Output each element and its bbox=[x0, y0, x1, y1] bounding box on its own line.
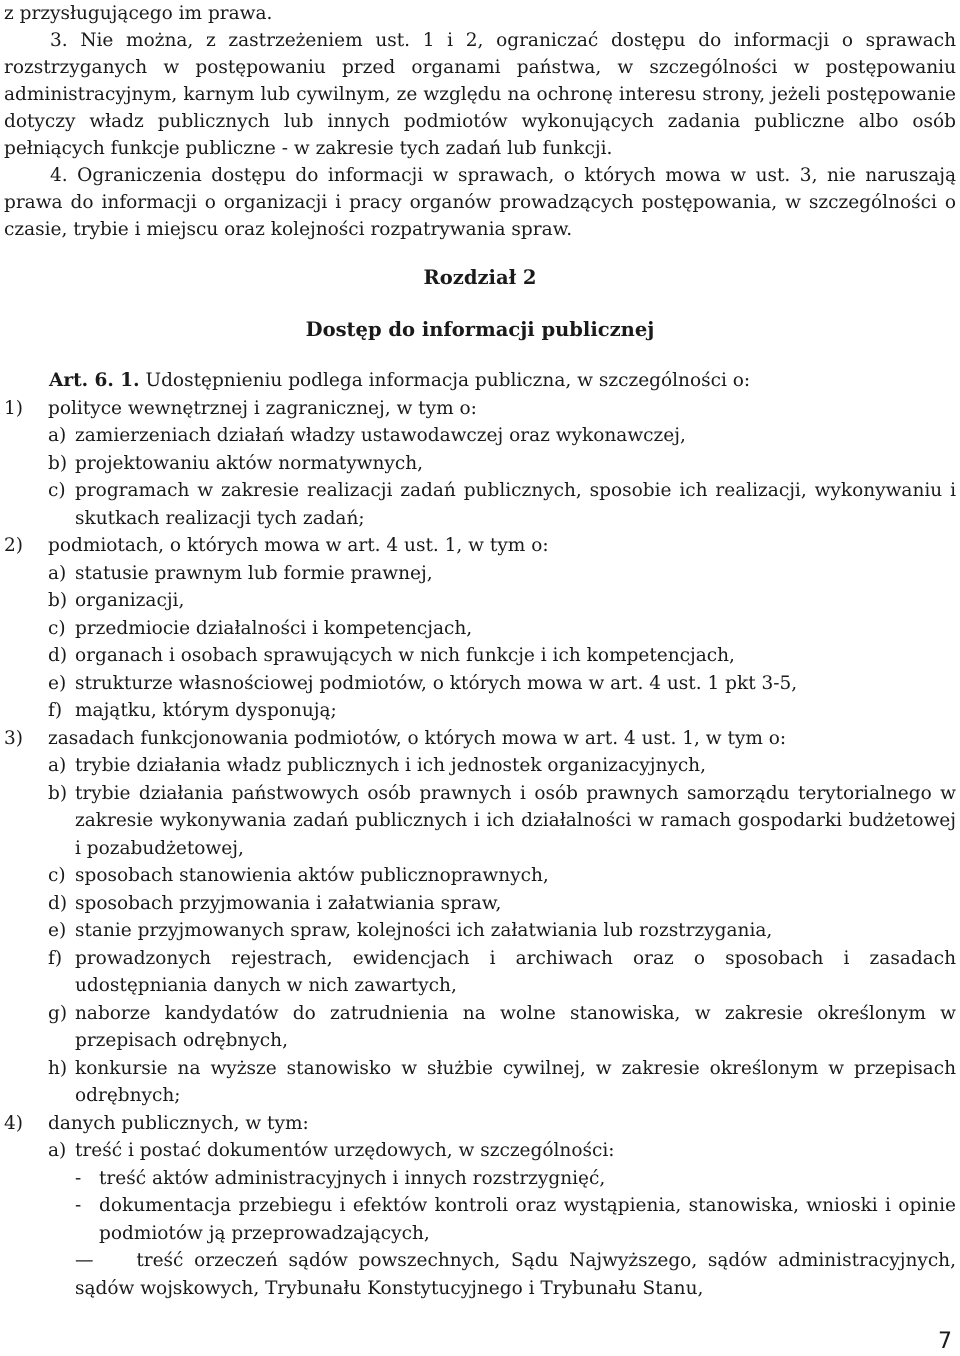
sub-item-letter: a) bbox=[48, 1140, 67, 1161]
sub-item-letter: b) bbox=[48, 452, 68, 474]
sub-item-letter: c) bbox=[48, 480, 66, 501]
sub-item-text: projektowaniu aktów normatywnych, bbox=[75, 452, 424, 474]
sub-item bbox=[48, 780, 956, 863]
item-number: 2) bbox=[4, 535, 23, 556]
list-item bbox=[4, 532, 956, 560]
sub-item bbox=[48, 917, 956, 945]
item-number: 3) bbox=[4, 727, 23, 749]
list-item bbox=[4, 395, 956, 423]
dash-item-text: treść orzeczeń sądów powszechnych, Sądu Najwyższego, sądów administracyjnych, sądów wojskowych, Trybunału Konstytucyjnego i Trybunału Stanu, bbox=[75, 1250, 956, 1299]
sub-item-text: programach w zakresie realizacji zadań publicznych, sposobie ich realizacji, wykonywaniu i skutkach realizacji tych zadań; bbox=[75, 480, 956, 529]
item-text: danych publicznych, w tym: bbox=[48, 1112, 309, 1134]
dash-marker: — bbox=[75, 1250, 94, 1271]
sub-item-letter: h) bbox=[48, 1057, 68, 1079]
sub-item-text: zamierzeniach działań władzy ustawodawczej oraz wykonawczej, bbox=[75, 425, 686, 446]
page-number: 7 bbox=[938, 1329, 952, 1354]
chapter-number: Rozdział 2 bbox=[423, 266, 537, 289]
sub-item bbox=[48, 697, 956, 725]
dash-marker: - bbox=[75, 1167, 82, 1189]
sub-item bbox=[48, 560, 956, 588]
article-heading bbox=[49, 367, 956, 395]
sub-item-letter: c) bbox=[48, 617, 66, 639]
sub-item-letter: f) bbox=[48, 700, 63, 721]
dash-item-unindented bbox=[75, 1247, 956, 1302]
sub-item-letter: e) bbox=[48, 672, 67, 694]
sub-item-letter: c) bbox=[48, 865, 66, 886]
sub-item-text: organach i osobach sprawujących w nich funkcje i ich kompetencjach, bbox=[75, 645, 735, 666]
sub-item bbox=[48, 1000, 956, 1055]
sub-item bbox=[48, 642, 956, 670]
sub-item-letter: a) bbox=[48, 425, 67, 446]
sub-item-text: przedmiocie działalności i kompetencjach, bbox=[75, 617, 473, 639]
sub-item bbox=[48, 862, 956, 890]
sub-item bbox=[48, 450, 956, 478]
sub-item bbox=[48, 1055, 956, 1110]
sub-item-letter: d) bbox=[48, 645, 68, 666]
paragraph-4: 4. Ograniczenia dostępu do informacji w sprawach, o których mowa w ust. 3, nie naruszają prawa do informacji o organizacji i pracy organów prowadzących postępowania, w szczególności o czasie, trybie i miejscu oraz kolejności rozpatrywania spraw. bbox=[4, 165, 956, 240]
dash-item bbox=[75, 1192, 956, 1247]
sub-item-text: organizacji, bbox=[75, 590, 185, 611]
sub-item-letter: f) bbox=[48, 947, 63, 969]
item-text: podmiotach, o których mowa w art. 4 ust. 1, w tym o: bbox=[48, 535, 549, 556]
sub-item-text: naborze kandydatów do zatrudnienia na wolne stanowiska, w zakresie określonym w przepisach odrębnych, bbox=[75, 1002, 956, 1051]
sub-item-letter: a) bbox=[48, 755, 67, 776]
sub-item-text: konkursie na wyższe stanowisko w służbie cywilnej, w zakresie określonym w przepisach odrębnych; bbox=[75, 1057, 956, 1106]
sub-item-text: treść i postać dokumentów urzędowych, w szczególności: bbox=[75, 1140, 615, 1161]
sub-item-letter: a) bbox=[48, 562, 67, 584]
sub-item-letter: b) bbox=[48, 782, 68, 804]
sub-item bbox=[48, 890, 956, 918]
sub-item bbox=[48, 587, 956, 615]
dash-item-text: treść aktów administracyjnych i innych rozstrzygnięć, bbox=[99, 1167, 606, 1189]
article-intro: Udostępnieniu podlega informacja publiczna, w szczególności o: bbox=[145, 370, 751, 391]
sub-item bbox=[48, 1137, 956, 1165]
item-text: zasadach funkcjonowania podmiotów, o których mowa w art. 4 ust. 1, w tym o: bbox=[48, 727, 787, 749]
paragraph-3: 3. Nie można, z zastrzeżeniem ust. 1 i 2, ograniczać dostępu do informacji o sprawach rozstrzyganych w postępowaniu przed organami państwa, w szczególności w postępowaniu administracyjnym, karnym lub cywilnym, ze względu na ochronę interesu strony, jeżeli postępowanie dotyczy władz publicznych lub innych podmiotów wykonujących zadania publiczne albo osób pełniących funkcje publiczne - w zakresie tych zadań lub funkcji. bbox=[4, 30, 956, 159]
sub-item-letter: d) bbox=[48, 892, 68, 914]
sub-item-text: strukturze własnościowej podmiotów, o których mowa w art. 4 ust. 1 pkt 3-5, bbox=[75, 672, 798, 694]
sub-item-letter: e) bbox=[48, 920, 67, 941]
sub-item-text: trybie działania władz publicznych i ich jednostek organizacyjnych, bbox=[75, 755, 706, 776]
sub-item-text: trybie działania państwowych osób prawnych i osób prawnych samorządu terytorialnego w zakresie wykonywania zadań publicznych i ich działalności w ramach gospodarki budżetowej i pozabudżetowej, bbox=[75, 782, 956, 859]
sub-item bbox=[48, 945, 956, 1000]
list-item bbox=[4, 1110, 956, 1138]
sub-item-text: majątku, którym dysponują; bbox=[75, 700, 337, 721]
paragraph-continuation: z przysługującego im prawa. bbox=[4, 3, 273, 24]
chapter-title: Dostęp do informacji publicznej bbox=[305, 318, 655, 341]
dash-item-text: dokumentacja przebiegu i efektów kontroli oraz wystąpienia, stanowiska, wnioski i opinie podmiotów ją przeprowadzających, bbox=[99, 1195, 956, 1244]
sub-item-text: stanie przyjmowanych spraw, kolejności ich załatwiania lub rozstrzygania, bbox=[75, 920, 773, 941]
sub-item-letter: b) bbox=[48, 590, 68, 611]
dash-marker: - bbox=[75, 1195, 82, 1216]
dash-item bbox=[75, 1165, 956, 1193]
sub-item-text: prowadzonych rejestrach, ewidencjach i archiwach oraz o sposobach i zasadach udostępniania danych w nich zawartych, bbox=[75, 947, 956, 996]
sub-item bbox=[48, 477, 956, 532]
sub-item-letter: g) bbox=[48, 1002, 68, 1024]
item-number: 4) bbox=[4, 1112, 23, 1134]
sub-item bbox=[48, 752, 956, 780]
sub-item-text: sposobach przyjmowania i załatwiania spraw, bbox=[75, 892, 502, 914]
list-item bbox=[4, 725, 956, 753]
sub-item bbox=[48, 615, 956, 643]
item-number: 1) bbox=[4, 397, 23, 419]
article-6 bbox=[4, 367, 956, 1302]
item-text: polityce wewnętrznej i zagranicznej, w tym o: bbox=[48, 397, 477, 419]
sub-item-text: sposobach stanowienia aktów publicznoprawnych, bbox=[75, 865, 549, 886]
sub-item bbox=[48, 422, 956, 450]
sub-item-text: statusie prawnym lub formie prawnej, bbox=[75, 562, 433, 584]
sub-item bbox=[48, 670, 956, 698]
article-label: Art. 6. 1. bbox=[49, 370, 140, 391]
top-paragraphs bbox=[4, 0, 956, 243]
